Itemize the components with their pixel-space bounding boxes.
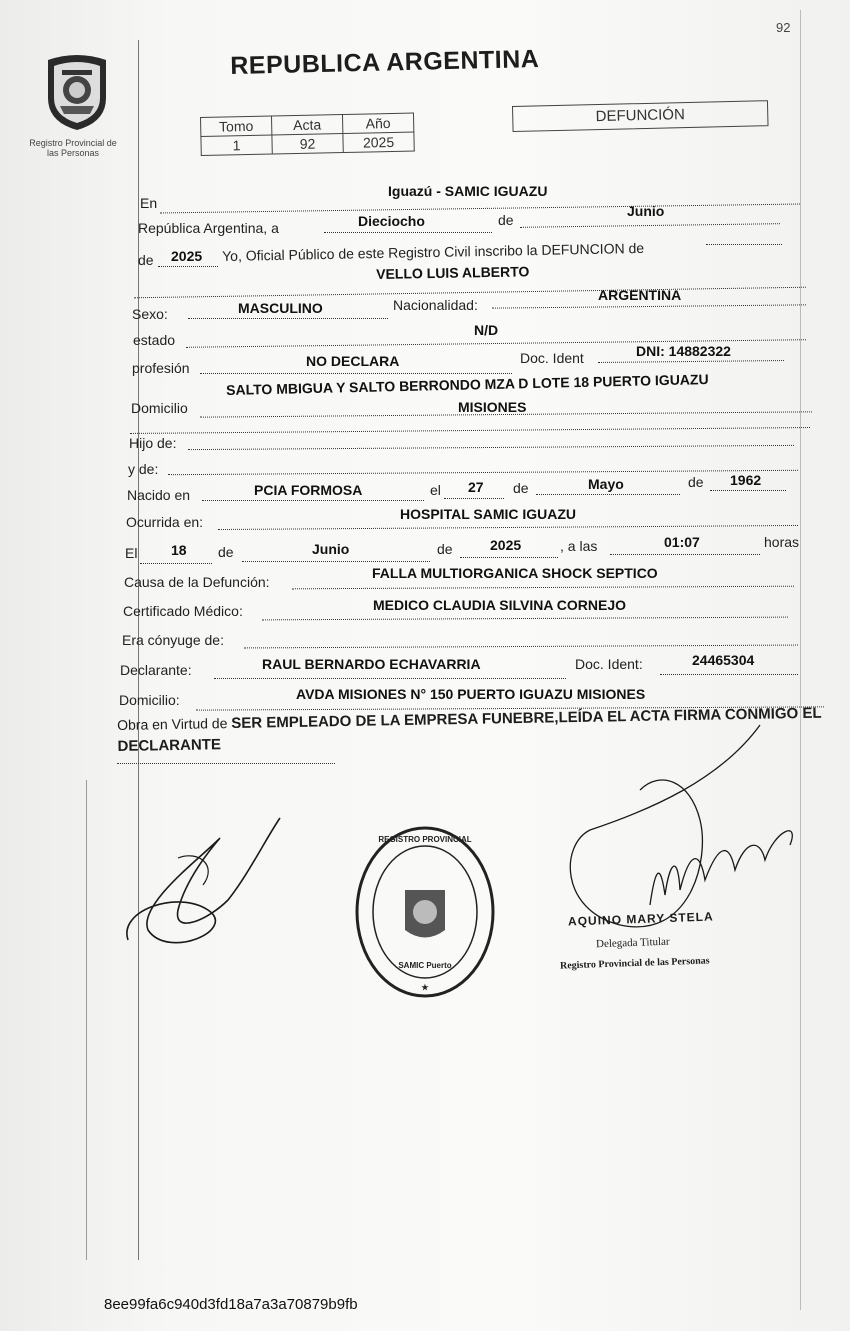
dots-ocurrida bbox=[218, 525, 798, 530]
value-deceased-name: VELLO LUIS ALBERTO bbox=[376, 263, 530, 282]
dots-profesion bbox=[200, 373, 512, 374]
document-hash: 8ee99fa6c940d3fd18a7a3a70879b9fb bbox=[104, 1296, 358, 1313]
page-number: 92 bbox=[776, 20, 791, 35]
document-title: REPUBLICA ARGENTINA bbox=[230, 44, 540, 80]
official-stamp-icon bbox=[350, 820, 500, 1010]
dots-doc2 bbox=[660, 674, 798, 675]
value-sexo: MASCULINO bbox=[238, 300, 323, 316]
label-declarante: Declarante: bbox=[120, 662, 192, 678]
dots-declarante bbox=[214, 678, 566, 679]
dots-sexo bbox=[188, 318, 388, 319]
dots-nacido bbox=[202, 500, 424, 501]
label-certificado: Certificado Médico: bbox=[123, 603, 243, 619]
value-tomo: 1 bbox=[201, 135, 272, 155]
label-ocurrida: Ocurrida en: bbox=[126, 514, 204, 530]
value-profesion: NO DECLARA bbox=[306, 353, 400, 369]
header-anio: Año bbox=[342, 113, 413, 133]
label-de5: de bbox=[218, 544, 234, 560]
label-el: el bbox=[430, 482, 441, 498]
label-doc2: Doc. Ident: bbox=[575, 656, 643, 672]
value-certificado: MEDICO CLAUDIA SILVINA CORNEJO bbox=[373, 597, 627, 613]
registry-line1: Registro Provincial de bbox=[29, 138, 117, 148]
dots-birthmonth bbox=[536, 494, 680, 495]
value-obra: SER EMPLEADO DE LA EMPRESA FUNEBRE,LEÍDA EL ACTA FIRMA CONMIGO EL DECLARANTE bbox=[117, 704, 822, 755]
value-nacido: PCIA FORMOSA bbox=[254, 482, 363, 498]
label-alas: , a las bbox=[560, 538, 598, 554]
value-anio: 2025 bbox=[343, 132, 414, 152]
value-doc: DNI: 14882322 bbox=[636, 343, 731, 359]
label-domicilio-declarante: Domicilio: bbox=[119, 692, 180, 708]
value-declarante: RAUL BERNARDO ECHAVARRIA bbox=[262, 656, 481, 672]
oficial-text: Yo, Oficial Público de este Registro Civil inscribo la DEFUNCION de bbox=[222, 239, 645, 264]
dots-death-day bbox=[140, 563, 212, 564]
label-estado: estado bbox=[133, 332, 176, 348]
dots-en bbox=[160, 204, 800, 214]
label-conyuge: Era cónyuge de: bbox=[122, 632, 224, 648]
dots-causa bbox=[292, 586, 794, 590]
value-domicilio-declarante: AVDA MISIONES N° 150 PUERTO IGUAZU MISIONES bbox=[296, 686, 646, 702]
label-domicilio: Domicilio bbox=[131, 400, 188, 416]
label-hijo: Hijo de: bbox=[129, 435, 177, 451]
svg-text:SAMIC Puerto: SAMIC Puerto bbox=[398, 961, 452, 970]
value-birth-year: 1962 bbox=[730, 472, 762, 488]
label-nacionalidad: Nacionalidad: bbox=[393, 297, 478, 313]
svg-text:REGISTRO PROVINCIAL: REGISTRO PROVINCIAL bbox=[378, 835, 472, 844]
label-doc: Doc. Ident bbox=[520, 350, 584, 366]
dots-conyuge bbox=[244, 645, 798, 649]
value-birth-day: 27 bbox=[468, 479, 484, 495]
dots-death-month bbox=[242, 561, 430, 562]
signature-office: Registro Provincial de las Personas bbox=[559, 955, 710, 972]
label-de2: de bbox=[138, 252, 154, 268]
value-nacionalidad: ARGENTINA bbox=[598, 287, 682, 303]
value-death-day: 18 bbox=[171, 542, 187, 558]
dots-birthday bbox=[444, 498, 504, 499]
registry-line2: las Personas bbox=[46, 148, 100, 158]
value-ocurrida: HOSPITAL SAMIC IGUAZU bbox=[400, 506, 577, 522]
label-obra: Obra en Virtud de bbox=[117, 715, 228, 733]
header-acta: Acta bbox=[271, 115, 342, 135]
dots-day bbox=[324, 232, 492, 233]
declarant-signature-icon bbox=[118, 810, 288, 960]
value-domicilio-line1: SALTO MBIGUA Y SALTO BERRONDO MZA D LOTE 18 PUERTO IGUAZU bbox=[226, 371, 709, 398]
label-republica: República Argentina, a bbox=[138, 220, 279, 236]
value-en: Iguazú - SAMIC IGUAZU bbox=[388, 183, 548, 199]
label-sexo: Sexo: bbox=[132, 306, 168, 322]
label-causa: Causa de la Defunción: bbox=[124, 574, 270, 590]
act-type-box: DEFUNCIÓN bbox=[512, 100, 769, 132]
signature-name: AQUINO MARY STELA bbox=[567, 909, 714, 929]
dots-oficial-end bbox=[706, 244, 782, 245]
value-death-month: Junio bbox=[312, 541, 350, 557]
header-tomo: Tomo bbox=[201, 116, 272, 136]
value-day-text: Dieciocho bbox=[358, 213, 425, 229]
value-year: 2025 bbox=[171, 248, 203, 264]
dots-death-year bbox=[460, 557, 558, 558]
value-domicilio-line2: MISIONES bbox=[458, 399, 527, 415]
value-doc2: 24465304 bbox=[692, 652, 755, 668]
label-de4: de bbox=[688, 474, 704, 490]
label-horas: horas bbox=[764, 534, 800, 550]
value-death-year: 2025 bbox=[490, 537, 522, 553]
dots-birthyear bbox=[710, 490, 786, 491]
label-en: En bbox=[140, 195, 158, 211]
dots-domicilio2 bbox=[130, 427, 810, 434]
value-estado: N/D bbox=[474, 322, 499, 338]
label-profesion: profesión bbox=[132, 360, 190, 376]
label-de1: de bbox=[498, 212, 514, 228]
value-birth-month: Mayo bbox=[588, 476, 624, 492]
label-nacido: Nacido en bbox=[127, 487, 191, 503]
dots-year bbox=[158, 266, 218, 267]
svg-text:★: ★ bbox=[421, 983, 429, 992]
value-acta: 92 bbox=[272, 134, 343, 154]
dots-month bbox=[520, 223, 780, 228]
label-el2: El bbox=[125, 545, 138, 561]
label-de3: de bbox=[513, 480, 529, 496]
dots-certificado bbox=[262, 617, 788, 621]
dots-hijo bbox=[188, 445, 794, 450]
value-causa: FALLA MULTIORGANICA SHOCK SEPTICO bbox=[372, 565, 658, 581]
dots-doc bbox=[598, 360, 784, 363]
dots-obra bbox=[117, 763, 335, 764]
value-month-text: Junio bbox=[627, 203, 665, 219]
official-signature-icon bbox=[560, 720, 810, 940]
label-yde: y de: bbox=[128, 461, 159, 477]
dots-death-time bbox=[610, 554, 760, 555]
signature-role: Delegada Titular bbox=[595, 935, 670, 951]
dots-nacionalidad bbox=[492, 304, 806, 308]
label-de6: de bbox=[437, 541, 453, 557]
value-death-time: 01:07 bbox=[664, 534, 700, 550]
